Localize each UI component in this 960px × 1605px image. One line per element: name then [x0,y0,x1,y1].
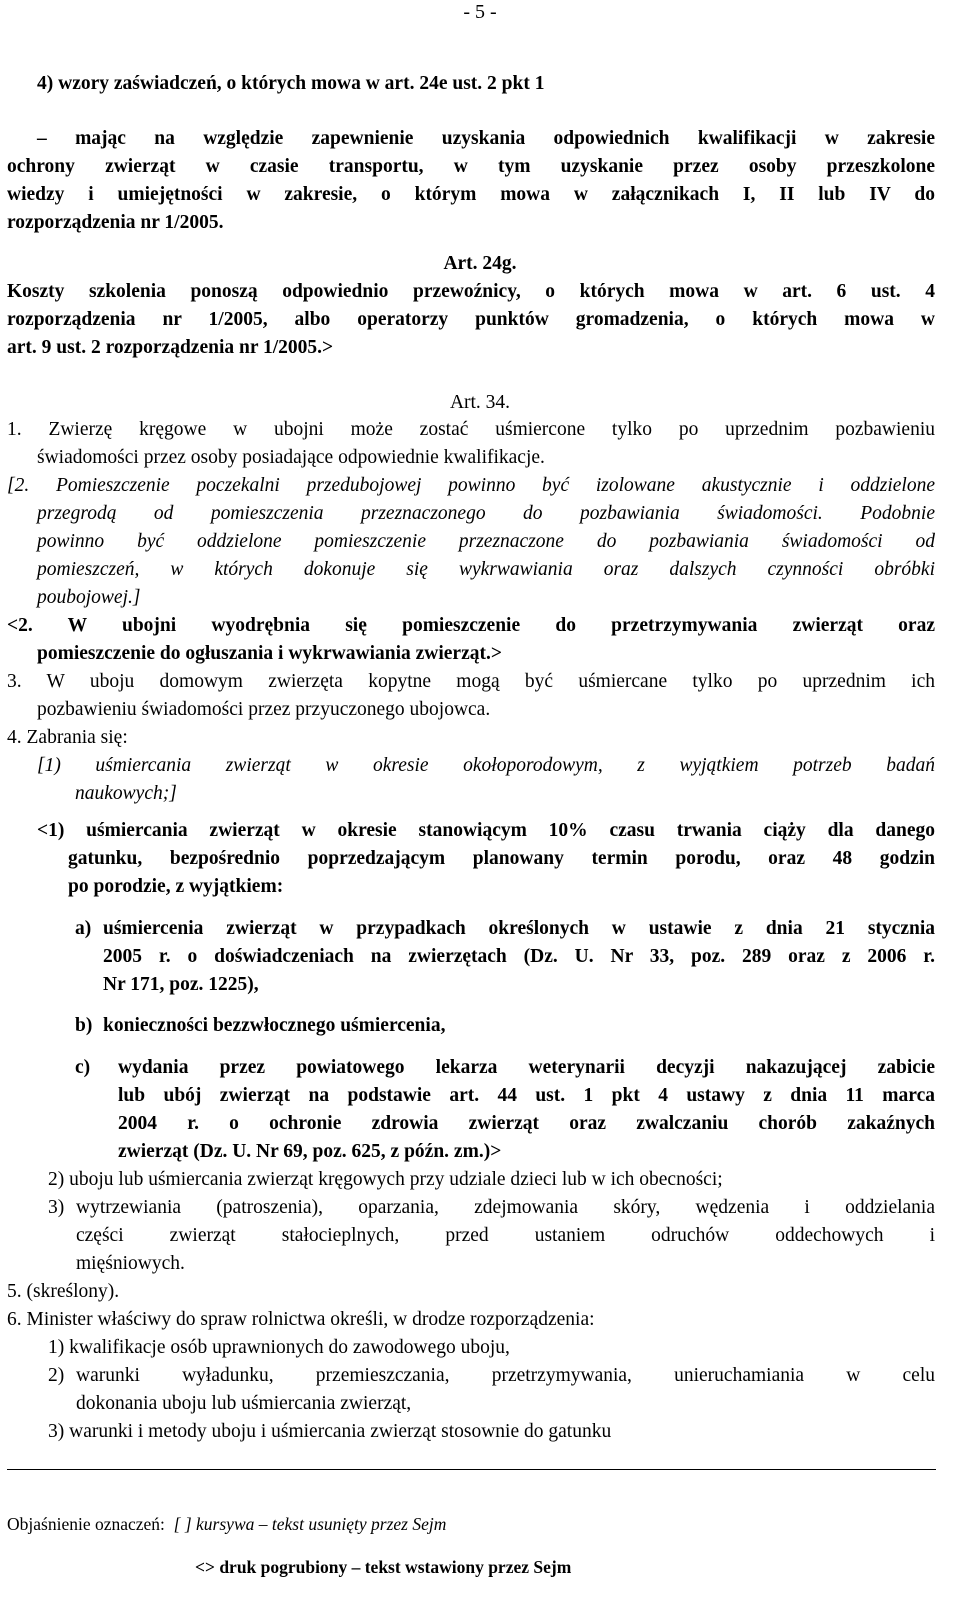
text-line: po porodzie, z wyjątkiem: [68,876,284,897]
list-marker: 2) [48,1365,65,1386]
text-line: mięśniowych. [76,1253,185,1274]
text-line: pomieszczenie do ogłuszania i wykrwawiania zwierząt.> [37,643,502,664]
text-line: rozporządzenia nr 1/2005, albo operatorzy punktów gromadzenia, o których mowa w [7,309,935,330]
text-line: 2005 r. o doświadczeniach na zwierzętach (Dz. U. Nr 33, poz. 289 oraz z 2006 r. [103,946,935,967]
text-line: 1) kwalifikacje osób uprawnionych do zawodowego uboju, [48,1337,510,1358]
text-line: 6. Minister właściwy do spraw rolnictwa określi, w drodze rozporządzenia: [7,1309,595,1330]
page-number: - 5 - [463,1,497,23]
text-line: 5. (skreślony). [7,1281,120,1302]
legend-italic-note: [ ] kursywa – tekst usunięty przez Sejm [173,1514,447,1534]
text-line: 3) warunki i metody uboju i uśmiercania zwierząt stosownie do gatunku [48,1421,612,1442]
text-line: powinno być oddzielone pomieszczenie przeznaczone do pozbawiania świadomości od [37,531,935,552]
list-item [75,1054,935,1082]
text-line: 3. W uboju domowym zwierzęta kopytne mogą być uśmiercane tylko po uprzednim ich [7,671,935,692]
text-line: wytrzewiania (patroszenia), oparzania, zdejmowania skóry, wędzenia i oddzielania [76,1197,935,1218]
text-line: 4) wzory zaświadczeń, o których mowa w art. 24e ust. 2 pkt 1 [37,73,545,94]
legend-bold-note: <> druk pogrubiony – tekst wstawiony przez Sejm [195,1557,572,1577]
text-line: wydania przez powiatowego lekarza weterynarii decyzji nakazującej zabicie [118,1057,935,1078]
text-line: przegrodą od pomieszczenia przeznaczonego do pozbawiania świadomości. Podobnie [37,503,935,524]
text-line: Nr 171, poz. 1225), [103,974,259,995]
text-line: świadomości przez osoby posiadające odpowiednie kwalifikacje. [37,447,545,468]
text-line: uśmiercenia zwierząt w przypadkach określonych w ustawie z dnia 21 stycznia [103,918,935,939]
text-line: pozbawieniu świadomości przez przyuczonego ubojowca. [37,699,491,720]
text-line: 1. Zwierzę kręgowe w ubojni może zostać uśmiercone tylko po uprzednim pozbawieniu [7,419,935,440]
text-line: zwierząt (Dz. U. Nr 69, poz. 625, z późn. zm.)> [118,1141,502,1162]
text-line: konieczności bezzwłocznego uśmiercenia, [103,1015,446,1036]
list-item [48,1194,935,1222]
text-line: [1) uśmiercania zwierząt w okresie okołoporodowym, z wyjątkiem potrzeb badań [37,755,935,776]
text-line: pomieszczeń, w których dokonuje się wykrwawiania oraz dalszych czynności obróbki [37,559,935,580]
text-line: 2) uboju lub uśmiercania zwierząt kręgowych przy udziale dzieci lub w ich obecności; [48,1169,723,1190]
list-item [75,915,935,943]
legend [7,1510,446,1538]
text-line: Koszty szkolenia ponoszą odpowiednio przewoźnicy, o których mowa w art. 6 ust. 4 [7,281,935,302]
text-line: <2. W ubojni wyodrębnia się pomieszczenie do przetrzymywania zwierząt oraz [7,615,935,636]
text-line: art. 9 ust. 2 rozporządzenia nr 1/2005.> [7,337,334,358]
article-heading: Art. 24g. [443,253,517,274]
footer-divider [7,1469,936,1470]
list-item [75,1012,935,1040]
list-item [48,1362,935,1390]
text-line: 2004 r. o ochronie zdrowia zwierząt oraz zwalczaniu chorób zakaźnych [118,1113,935,1134]
text-line: gatunku, bezpośrednio poprzedzającym planowany termin porodu, oraz 48 godzin [68,848,935,869]
text-line: – mając na względzie zapewnienie uzyskania odpowiednich kwalifikacji w zakresie [37,128,935,149]
text-line: ochrony zwierząt w czasie transportu, w tym uzyskanie przez osoby przeszkolone [7,156,935,177]
legend-label: Objaśnienie oznaczeń: [7,1514,165,1534]
text-line: warunki wyładunku, przemieszczania, przetrzymywania, unieruchamiania w celu [76,1365,935,1386]
text-line: 4. Zabrania się: [7,727,128,748]
text-line: [2. Pomieszczenie poczekalni przedubojowej powinno być izolowane akustycznie i oddzielone [7,475,935,496]
text-line: <1) uśmiercania zwierząt w okresie stanowiącym 10% czasu trwania ciąży dla danego [37,820,935,841]
article-heading: Art. 34. [449,392,511,413]
text-line: części zwierząt stałocieplnych, przed ustaniem odruchów oddechowych i [76,1225,935,1246]
text-line: lub ubój zwierząt na podstawie art. 44 ust. 1 pkt 4 ustawy z dnia 11 marca [118,1085,935,1106]
text-line: poubojowej.] [37,587,141,608]
list-marker: 3) [48,1197,65,1218]
text-line: wiedzy i umiejętności w zakresie, o którym mowa w załącznikach I, II lub IV do [7,184,935,205]
text-line: naukowych;] [75,783,177,804]
text-line: rozporządzenia nr 1/2005. [7,212,224,233]
list-marker: c) [75,1057,91,1078]
list-marker: b) [75,1015,93,1036]
text-line: dokonania uboju lub uśmiercania zwierząt, [76,1393,412,1414]
list-marker: a) [75,918,92,939]
